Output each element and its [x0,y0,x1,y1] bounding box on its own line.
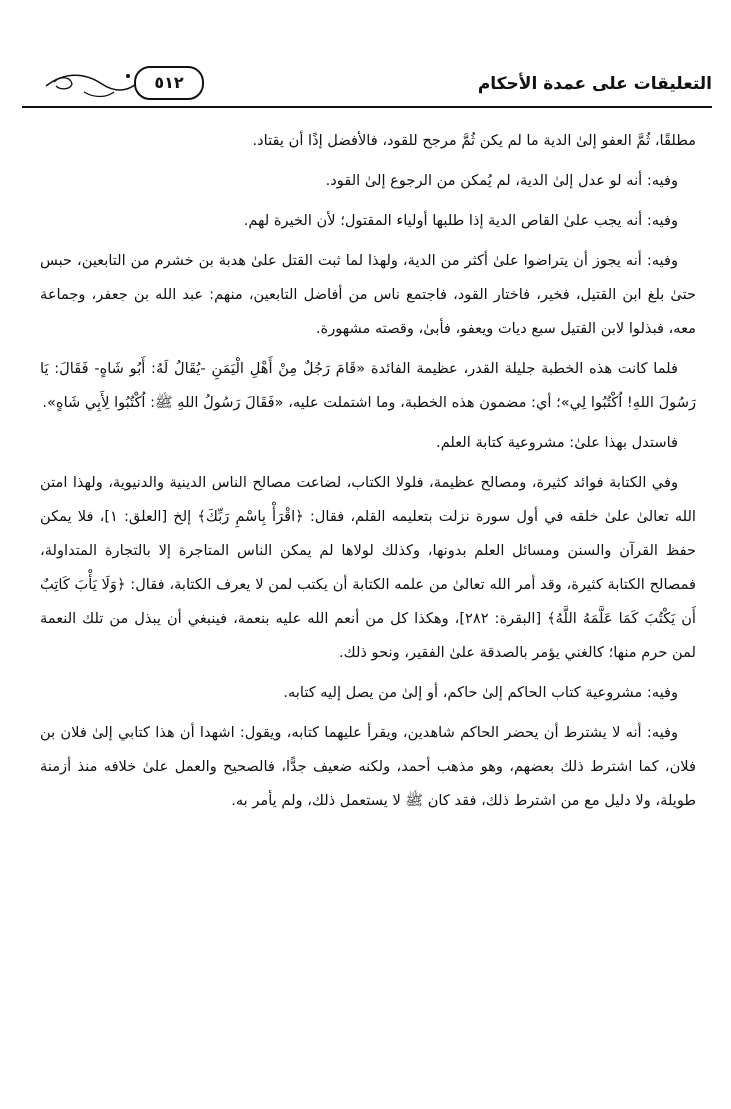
paragraph: وفيه: أنه لو عدل إلىٰ الدية، لم يُمكن من الرجوع إلىٰ القود. [325,172,678,189]
paragraph: فاستدل بهذا علىٰ: مشروعية كتابة العلم. [436,434,678,451]
paragraph: فلما كانت هذه الخطبة جليلة القدر، عظيمة الفائدة «قَامَ رَجُلٌ مِنْ أَهْلِ الْيَمَنِ -يُقَالُ لَهُ: أَبُو شَاهٍ- فَقَالَ: يَا رَسُولَ اللهِ! اُكْتُبُوا لِي»؛ أي: مضمون هذه الخطبة، وما اشتملت عليه، «فَقَالَ رَسُولُ اللهِ ﷺ: اُكْتُبُوا لِأَبِي شَاهٍ». [40,360,696,411]
page-header [22,60,712,108]
page-body [40,124,696,824]
paragraph: وفي الكتابة فوائد كثيرة، ومصالح عظيمة، فلولا الكتاب، لضاعت مصالح الناس الدينية والدنيوية، ولهذا امتن الله تعالىٰ علىٰ خلقه في أول سورة نزلت بتعليمه القلم، فقال: ﴿اقْرَأْ بِاسْمِ رَبِّكَ﴾ إلخ [العلق: ١]، فلا يمكن حفظ القرآن والسنن ومسائل العلم بدونها، وكذلك لولاها لم يمكن الناس المتاجرة إلا بالتجارة المتداولة، فمصالح الكتابة كثيرة، وقد أمر الله تعالىٰ من علمه الكتابة أن يكتب لمن لا يعرف الكتابة، فقال: ﴿وَلَا يَأْبَ كَاتِبٌ أَن يَكْتُبَ كَمَا عَلَّمَهُ اللَّهُ﴾ [البقرة: ٢٨٢]، وهكذا كل من أنعم الله عليه بنعمة، فينبغي أن يبذل من تلك النعمة لمن حرم منها؛ كالغني يؤمر بالصدقة علىٰ الفقير، ونحو ذلك. [40,474,696,661]
paragraph: وفيه: أنه يجب علىٰ القاص الدية إذا طلبها أولياء المقتول؛ لأن الخيرة لهم. [243,212,678,229]
running-title: التعليقات على عمدة الأحكام [477,74,712,94]
page-number: ٥١٢ [134,66,204,100]
paragraph: وفيه: أنه يجوز أن يتراضوا علىٰ أكثر من الدية، ولهذا لما ثبت القتل علىٰ هدبة بن خشرم من التابعين، حبس حتىٰ بلغ ابن القتيل، فخير، فاختار القود، فاجتمع ناس من أفاضل التابعين، منهم: عبد الله بن جعفر، وجماعة معه، فبذلوا لابن القتيل سبع ديات ويعفو، فأبىٰ، وقصته مشهورة. [40,252,696,337]
paragraph: وفيه: مشروعية كتاب الحاكم إلىٰ حاكم، أو إلىٰ من يصل إليه كتابه. [283,684,678,701]
paragraph: مطلقًا، ثُمَّ العفو إلىٰ الدية ما لم يكن ثُمَّ مرجح للقود، فالأفضل إذًا أن يقتاد. [252,132,696,149]
paragraph: وفيه: أنه لا يشترط أن يحضر الحاكم شاهدين، ويقرأ عليهما كتابه، ويقول: اشهدا أن هذا كتابي إلىٰ فلان بن فلان، كما اشترط ذلك بعضهم، وهو مذهب أحمد، ولكنه ضعيف جدًّا، فالصحيح والعمل علىٰ خلافه منذ أزمنة طويلة، ولا دليل مع من اشترط ذلك، فقد كان ﷺ لا يستعمل ذلك، ولم يأمر به. [40,724,696,809]
header-divider [22,106,712,108]
